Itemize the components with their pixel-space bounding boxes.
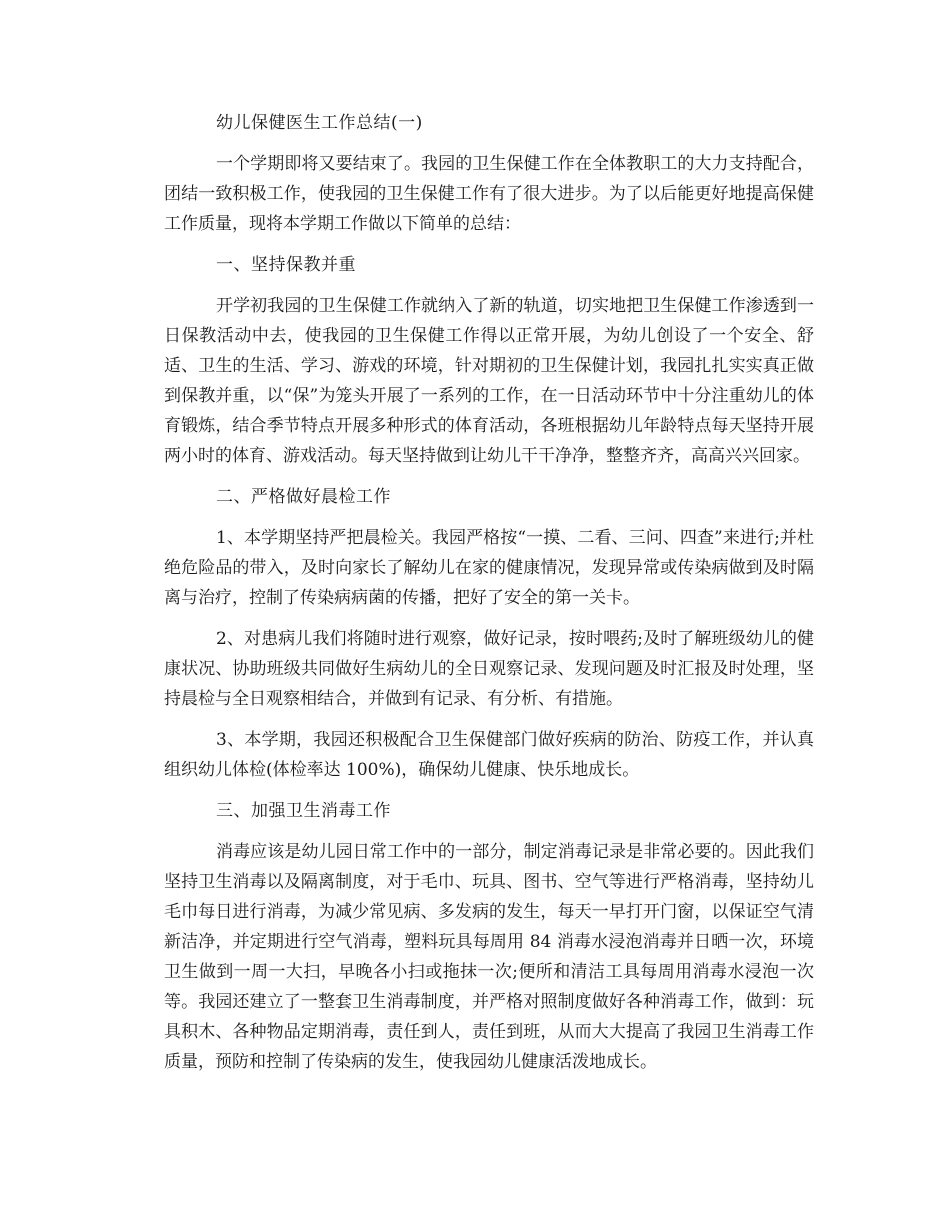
document-title: 幼儿保健医生工作总结(一) bbox=[216, 113, 423, 133]
section-heading-2: 二、严格做好晨检工作 bbox=[216, 487, 391, 507]
section-2-paragraph-1: 1、本学期坚持严把晨检关。我园严格按“一摸、二看、三问、四查”来进行;并杜绝危险品的带入，及时向家长了解幼儿在家的健康情况，发现异常或传染病做到及时隔离与治疗，控制了传染病病菌的传播，把好了安全的第一关卡。 bbox=[164, 528, 814, 608]
section-3-paragraph: 消毒应该是幼儿园日常工作中的一部分，制定消毒记录是非常必要的。因此我们坚持卫生消毒以及隔离制度，对于毛巾、玩具、图书、空气等进行严格消毒，坚持幼儿毛巾每日进行消毒，为减少常见病、多发病的发生，每天一早打开门窗，以保证空气清新洁净，并定期进行空气消毒，塑料玩具每周用 84 消毒水浸泡消毒并日晒一次，环境卫生做到一周一大扫，早晚各小扫或拖抹一次;便所和清洁工具每周用消毒水浸泡一次等。我园还建立了一整套卫生消毒制度，并严格对照制度做好各种消毒工作，做到：玩具积木、各种物品定期消毒，责任到人，责任到班，从而大大提高了我园卫生消毒工作质量，预防和控制了传染病的发生，使我园幼儿健康活泼地成长。 bbox=[164, 842, 814, 1072]
document-page bbox=[164, 108, 814, 1077]
section-heading-3: 三、加强卫生消毒工作 bbox=[216, 801, 391, 821]
section-heading-1: 一、坚持保教并重 bbox=[216, 255, 356, 275]
section-2-paragraph-2: 2、对患病儿我们将随时进行观察，做好记录，按时喂药;及时了解班级幼儿的健康状况、协助班级共同做好生病幼儿的全日观察记录、发现问题及时汇报及时处理，坚持晨检与全日观察相结合，并做到有记录、有分析、有措施。 bbox=[164, 629, 814, 709]
section-1-paragraph: 开学初我园的卫生保健工作就纳入了新的轨道，切实地把卫生保健工作渗透到一日保教活动中去，使我园的卫生保健工作得以正常开展，为幼儿创设了一个安全、舒适、卫生的生活、学习、游戏的环境，针对期初的卫生保健计划，我园扎扎实实真正做到保教并重，以“保”为笼头开展了一系列的工作，在一日活动环节中十分注重幼儿的体育锻炼，结合季节特点开展多种形式的体育活动，各班根据幼儿年龄特点每天坚持开展两小时的体育、游戏活动。每天坚持做到让幼儿干干净净，整整齐齐，高高兴兴回家。 bbox=[164, 296, 814, 466]
intro-paragraph: 一个学期即将又要结束了。我园的卫生保健工作在全体教职工的大力支持配合，团结一致积极工作，使我园的卫生保健工作有了很大进步。为了以后能更好地提高保健工作质量，现将本学期工作做以下简单的总结： bbox=[164, 154, 814, 234]
section-2-paragraph-3: 3、本学期，我园还积极配合卫生保健部门做好疾病的防治、防疫工作，并认真组织幼儿体检(体检率达 100%)，确保幼儿健康、快乐地成长。 bbox=[164, 730, 814, 780]
